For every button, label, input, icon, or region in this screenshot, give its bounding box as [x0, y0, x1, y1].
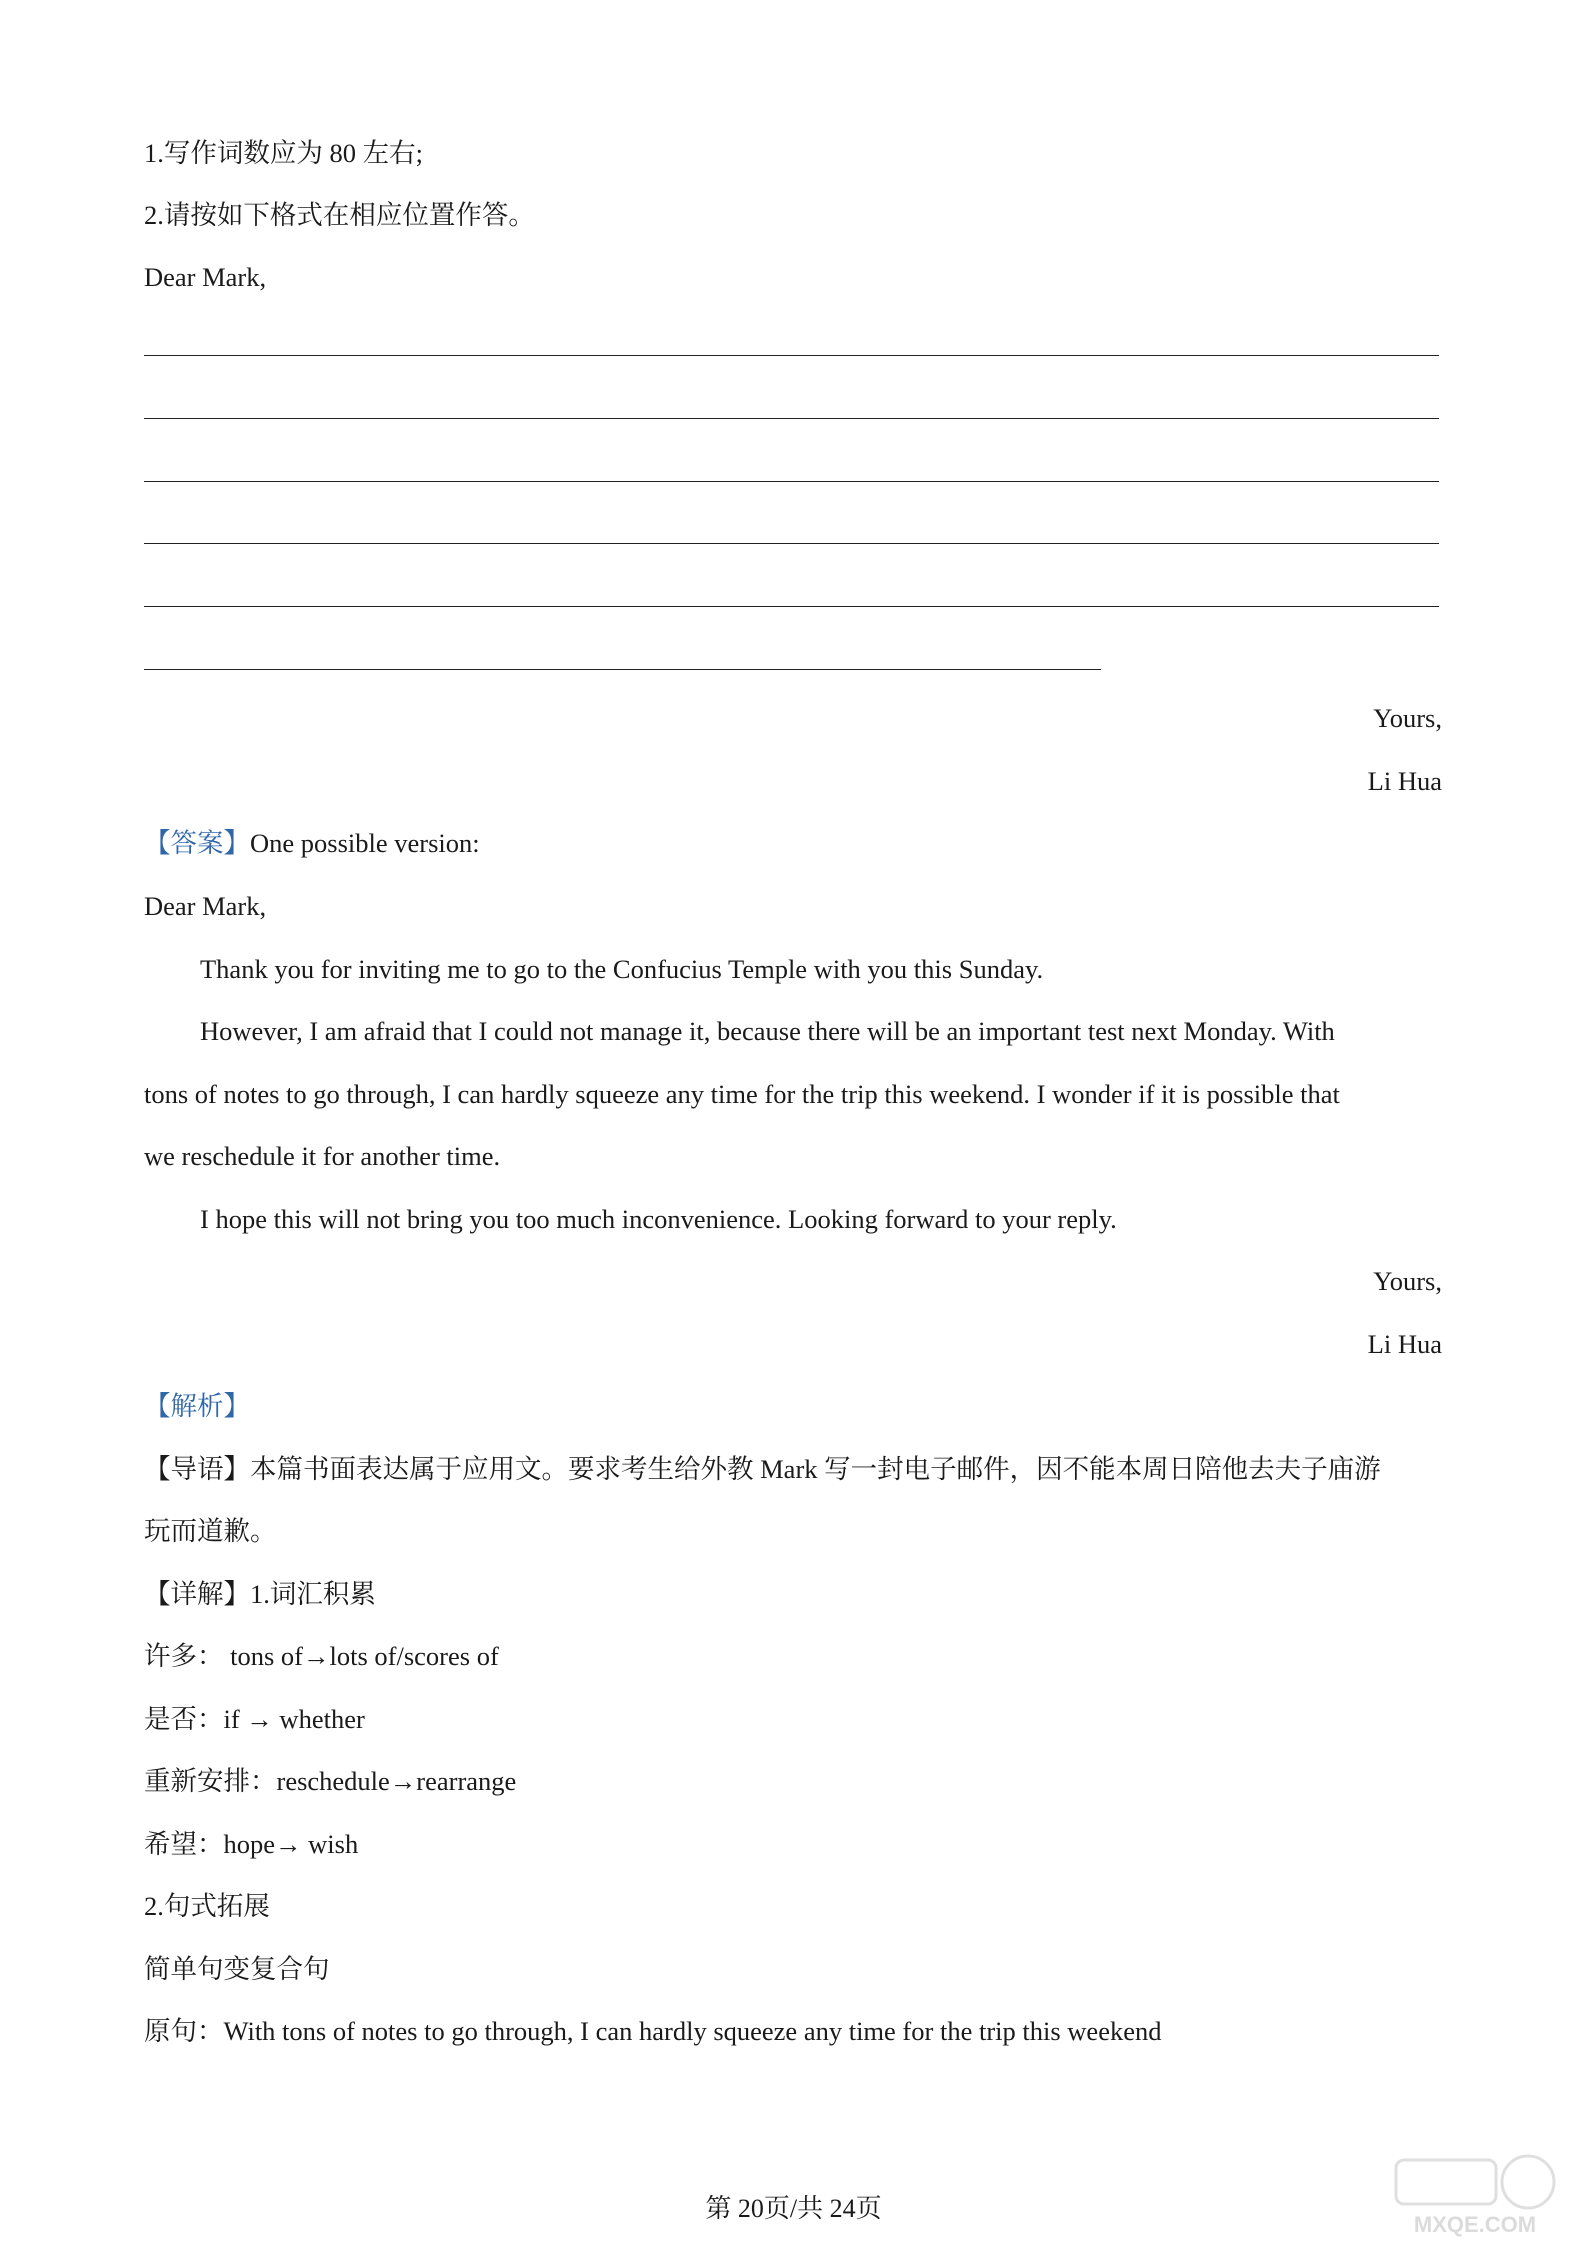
template-salutation: Dear Mark,: [144, 262, 267, 292]
guide-line-2: 玩而道歉。: [144, 1516, 277, 1546]
answer-paragraph-line: I hope this will not bring you too much inconvenience. Looking forward to your reply.: [200, 1204, 1117, 1234]
answer-tag: 【答案】: [144, 828, 250, 858]
guide-text: 本篇书面表达属于应用文。要求考生给外教 Mark 写一封电子邮件，因不能本周日陪他去夫子庙游: [250, 1454, 1381, 1484]
detail-title: 1.词汇积累: [250, 1579, 376, 1609]
analysis-tag: 【解析】: [144, 1391, 250, 1421]
watermark-text: MXQE.COM: [1413, 2212, 1537, 2237]
requirement-1: 1.写作词数应为 80 左右;: [144, 138, 423, 168]
vocab-item: 许多： tons of→lots of/scores of: [144, 1641, 499, 1671]
answer-salutation: Dear Mark,: [144, 891, 267, 921]
template-signature: Li Hua: [1367, 766, 1442, 796]
answer-paragraph-line: However, I am afraid that I could not manage it, because there will be an important test next Monday. With: [200, 1016, 1335, 1046]
guide-tag: 【导语】: [144, 1454, 250, 1484]
answer-closing: Yours,: [1373, 1266, 1442, 1296]
guide-line-1: [144, 1456, 1381, 1483]
answer-heading: [144, 830, 480, 857]
answer-blank-line: [144, 418, 1439, 419]
requirement-2: 2.请按如下格式在相应位置作答。: [144, 200, 535, 230]
section-2-title: 2.句式拓展: [144, 1891, 270, 1921]
answer-blank-line: [144, 669, 1101, 670]
answer-signature: Li Hua: [1367, 1329, 1442, 1359]
answer-intro: One possible version:: [250, 828, 480, 858]
answer-paragraph-line: tons of notes to go through, I can hardly squeeze any time for the trip this weekend. I wonder if it is possible that: [144, 1079, 1340, 1109]
vocab-item: 是否：if → whether: [144, 1704, 365, 1734]
answer-blank-line: [144, 481, 1439, 482]
template-closing: Yours,: [1373, 703, 1442, 733]
answer-blank-line: [144, 543, 1439, 544]
vocab-item: 重新安排：reschedule→rearrange: [144, 1766, 517, 1796]
answer-blank-line: [144, 606, 1439, 607]
original-sentence: 原句：With tons of notes to go through, I can hardly squeeze any time for the trip this weekend: [144, 2016, 1162, 2046]
answer-paragraph-line: Thank you for inviting me to go to the Confucius Temple with you this Sunday.: [200, 954, 1044, 984]
watermark-logo: [1378, 2150, 1573, 2240]
vocab-item: 希望：hope→ wish: [144, 1829, 359, 1859]
section-2-subtitle: 简单句变复合句: [144, 1954, 330, 1984]
page-footer: 第 20页/共 24页: [705, 2194, 882, 2223]
detail-tag: 【详解】: [144, 1579, 250, 1609]
answer-paragraph-line: we reschedule it for another time.: [144, 1141, 501, 1171]
detail-heading: [144, 1581, 376, 1608]
answer-blank-line: [144, 355, 1439, 356]
